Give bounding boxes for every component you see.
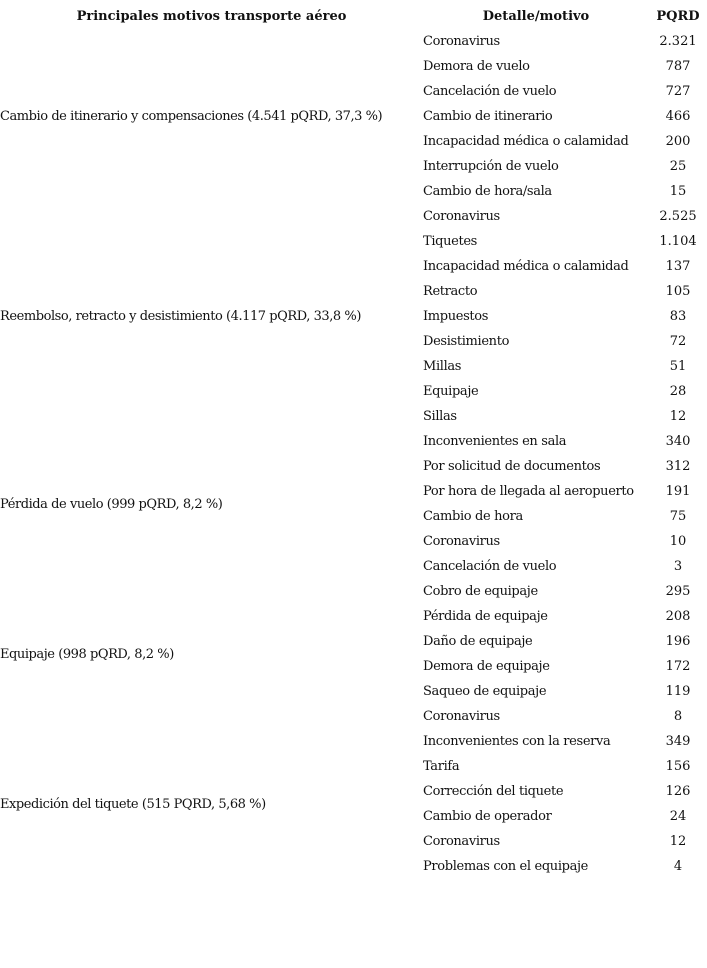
pqrd-table <box>0 4 707 879</box>
category-cell: Reembolso, retracto y desistimiento (4.117 pQRD, 33,8 %) <box>0 309 361 324</box>
pqrd-cell: 126 <box>665 784 691 799</box>
detail-cell: Equipaje <box>423 384 479 399</box>
detail-cell: Incapacidad médica o calamidad <box>423 259 629 274</box>
header-detail: Detalle/motivo <box>482 9 590 24</box>
pqrd-cell: 727 <box>665 84 691 99</box>
pqrd-cell: 2.321 <box>659 34 697 49</box>
pqrd-cell: 25 <box>669 159 687 174</box>
pqrd-cell: 1.104 <box>659 234 697 249</box>
table-row <box>0 29 707 54</box>
table-row <box>0 729 707 754</box>
pqrd-cell: 12 <box>669 409 687 424</box>
detail-cell: Cobro de equipaje <box>423 584 538 599</box>
pqrd-cell: 466 <box>665 109 691 124</box>
pqrd-cell: 787 <box>665 59 691 74</box>
detail-cell: Interrupción de vuelo <box>423 159 559 174</box>
pqrd-cell: 15 <box>669 184 687 199</box>
pqrd-cell: 105 <box>665 284 691 299</box>
pqrd-cell: 75 <box>669 509 687 524</box>
detail-cell: Tarifa <box>423 759 460 774</box>
pqrd-cell: 295 <box>665 584 691 599</box>
table-row <box>0 204 707 229</box>
pqrd-cell: 2.525 <box>659 209 697 224</box>
pqrd-cell: 208 <box>665 609 691 624</box>
detail-cell: Cambio de operador <box>423 809 552 824</box>
pqrd-cell: 12 <box>669 834 687 849</box>
detail-cell: Incapacidad médica o calamidad <box>423 134 629 149</box>
pqrd-cell: 156 <box>665 759 691 774</box>
header-pqrd: PQRD <box>656 9 700 24</box>
pqrd-cell: 200 <box>665 134 691 149</box>
detail-cell: Retracto <box>423 284 478 299</box>
table-row <box>0 579 707 604</box>
detail-cell: Cancelación de vuelo <box>423 559 557 574</box>
pqrd-cell: 191 <box>665 484 691 499</box>
detail-cell: Desistimiento <box>423 334 510 349</box>
detail-cell: Inconvenientes en sala <box>423 434 567 449</box>
table-body <box>0 29 707 879</box>
pqrd-cell: 28 <box>669 384 687 399</box>
detail-cell: Coronavirus <box>423 209 500 224</box>
detail-cell: Demora de vuelo <box>423 59 530 74</box>
detail-cell: Cambio de hora <box>423 509 523 524</box>
detail-cell: Saqueo de equipaje <box>423 684 547 699</box>
pqrd-cell: 196 <box>665 634 691 649</box>
pqrd-cell: 340 <box>665 434 691 449</box>
pqrd-cell: 24 <box>669 809 687 824</box>
detail-cell: Por hora de llegada al aeropuerto <box>423 484 634 499</box>
detail-cell: Por solicitud de documentos <box>423 459 601 474</box>
detail-cell: Demora de equipaje <box>423 659 550 674</box>
pqrd-cell: 4 <box>673 859 683 874</box>
pqrd-cell: 349 <box>665 734 691 749</box>
detail-cell: Millas <box>423 359 462 374</box>
detail-cell: Corrección del tiquete <box>423 784 564 799</box>
category-cell: Cambio de itinerario y compensaciones (4.541 pQRD, 37,3 %) <box>0 109 383 124</box>
pqrd-cell: 172 <box>665 659 691 674</box>
pqrd-cell: 10 <box>669 534 687 549</box>
detail-cell: Impuestos <box>423 309 489 324</box>
detail-cell: Inconvenientes con la reserva <box>423 734 611 749</box>
category-cell: Expedición del tiquete (515 PQRD, 5,68 %) <box>0 796 266 812</box>
detail-cell: Coronavirus <box>423 34 500 49</box>
category-cell: Pérdida de vuelo (999 pQRD, 8,2 %) <box>0 496 223 512</box>
pqrd-cell: 119 <box>665 684 691 699</box>
detail-cell: Coronavirus <box>423 834 500 849</box>
detail-cell: Cambio de hora/sala <box>423 184 552 199</box>
pqrd-cell: 3 <box>673 559 683 574</box>
detail-cell: Tiquetes <box>423 234 478 249</box>
detail-cell: Daño de equipaje <box>423 634 533 649</box>
detail-cell: Problemas con el equipaje <box>423 859 589 874</box>
detail-cell: Coronavirus <box>423 534 500 549</box>
pqrd-cell: 137 <box>665 259 691 274</box>
header-category: Principales motivos transporte aéreo <box>76 9 347 24</box>
pqrd-cell: 51 <box>669 359 687 374</box>
detail-cell: Cancelación de vuelo <box>423 84 557 99</box>
detail-cell: Sillas <box>423 409 457 424</box>
detail-cell: Cambio de itinerario <box>423 109 553 124</box>
header-row <box>0 4 707 29</box>
table-row <box>0 429 707 454</box>
pqrd-cell: 72 <box>669 334 687 349</box>
detail-cell: Coronavirus <box>423 709 500 724</box>
pqrd-cell: 83 <box>669 309 687 324</box>
pqrd-cell: 8 <box>673 709 683 724</box>
category-cell: Equipaje (998 pQRD, 8,2 %) <box>0 646 174 662</box>
detail-cell: Pérdida de equipaje <box>423 609 548 624</box>
pqrd-cell: 312 <box>665 459 691 474</box>
